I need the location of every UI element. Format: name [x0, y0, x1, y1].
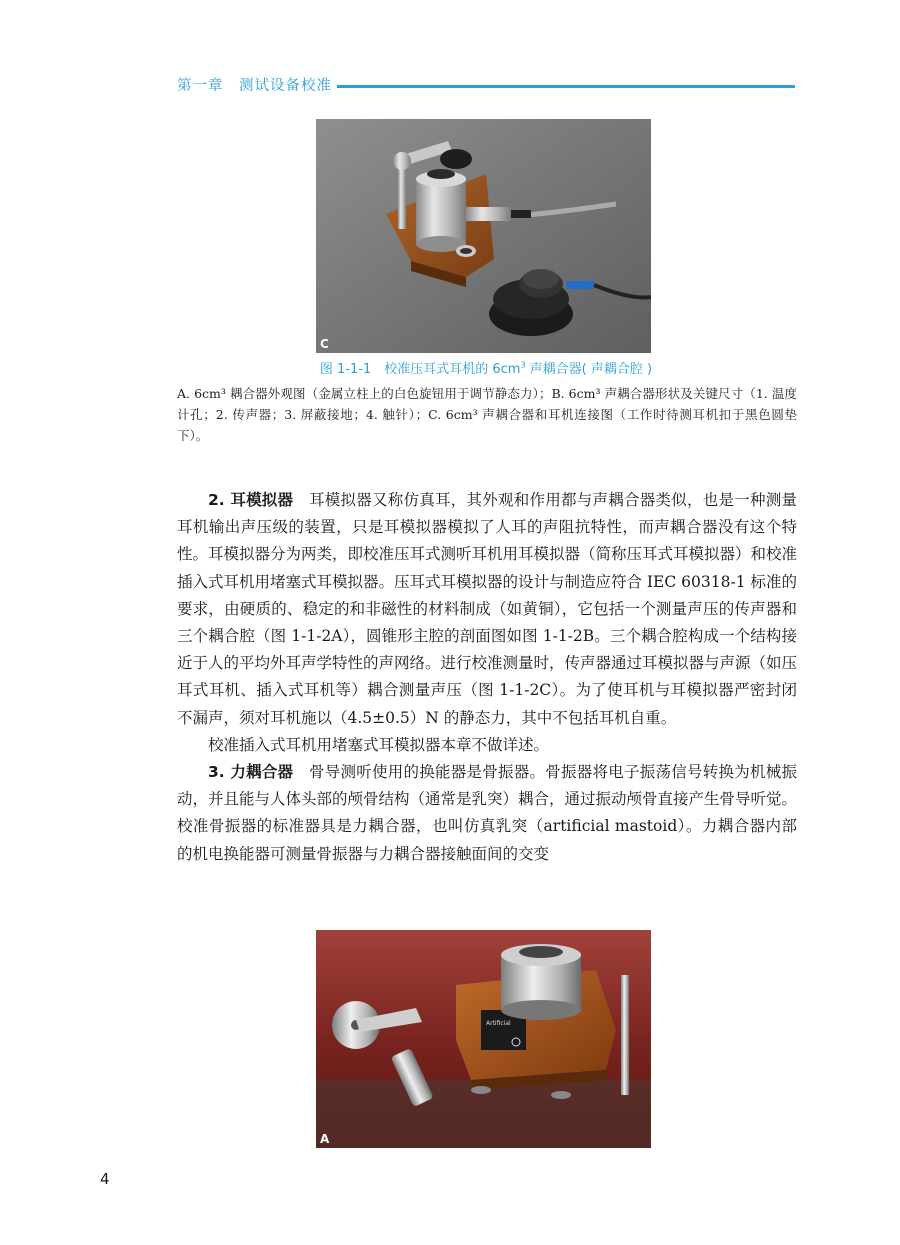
figure-caption-sup: 3: [520, 360, 526, 370]
chapter-title: 第一章 测试设备校准: [177, 78, 332, 94]
artificial-mastoid-photo: [316, 930, 651, 1148]
text-force-coupler: 骨导测听使用的换能器是骨振器。骨振器将电子振荡信号转换为机械振动，并且能与人体头部的颅骨结构（通常是乳突）耦合，通过振动颅骨直接产生骨导听觉。校准骨振器的标准器具是力耦合器，也叫仿真乳突（artificial mastoid）。力耦合器内部的机电换能器可测量骨振器与力耦合器接触面间的交变: [177, 763, 798, 863]
coupler-photo-drawing: [316, 119, 651, 353]
paragraph-ear-simulator: [177, 487, 797, 732]
coupler-photo: [316, 119, 651, 353]
header-rule: [337, 85, 795, 88]
svg-text:Artificial: Artificial: [486, 1020, 511, 1027]
figure-caption: [177, 358, 795, 377]
paragraph-force-coupler: [177, 759, 797, 868]
heading-force-coupler: 3. 力耦合器: [208, 763, 294, 782]
figure-caption-rest: 声耦合器( 声耦合腔 ): [525, 362, 653, 377]
figure-note: A. 6cm³ 耦合器外观图（金属立柱上的白色旋钮用于调节静态力）；B. 6cm³ 声耦合器形状及关键尺寸（1. 温度计孔；2. 传声器；3. 屏蔽接地；4. 触针）；C. 6cm³ 声耦合器和耳机连接图（工作时待测耳机扣于黑色圆垫下）。: [177, 386, 797, 443]
heading-ear-simulator: 2. 耳模拟器: [208, 491, 294, 509]
panel-letter-a: A: [320, 1132, 330, 1146]
text-ear-simulator: 耳模拟器又称仿真耳，其外观和作用都与声耦合器类似，也是一种测量耳机输出声压级的装置，只是耳模拟器模拟了人耳的声阻抗特性，而声耦合器没有这个特性。耳模拟器分为两类，即校准压耳式测听耳机用耳模拟器（简称压耳式耳模拟器）和校准插入式耳机用堵塞式耳模拟器。压耳式耳模拟器的设计与制造应符合 IEC 60318-1 标准的要求，由硬质的、稳定的和非磁性的材料制成（如黄铜），它包括一个测量声压的传声器和三个耦合腔（图 1-1-2A），圆锥形主腔的剖面图如图 1-1-2B。三个耦合腔构成一个结构接近于人的平均外耳声学特性的声网络。进行校准测量时，传声器通过耳模拟器与声源（如压耳式耳机、插入式耳机等）耦合测量声压（图 1-1-2C）。为了使耳机与耳模拟器严密封闭不漏声，须对耳机施以（4.5±0.5）N 的静态力，其中不包括耳机自重。: [177, 491, 798, 727]
page-number: 4: [100, 1170, 110, 1188]
figure-caption-label: 图 1-1-1 校准压耳式耳机的 6cm: [319, 362, 521, 377]
paragraph-insert-note: 校准插入式耳机用堵塞式耳模拟器本章不做详述。: [208, 735, 550, 754]
running-header: [177, 74, 795, 98]
artificial-mastoid-drawing: [316, 930, 651, 1148]
panel-letter-c: C: [320, 337, 329, 351]
body-text: [177, 487, 797, 868]
